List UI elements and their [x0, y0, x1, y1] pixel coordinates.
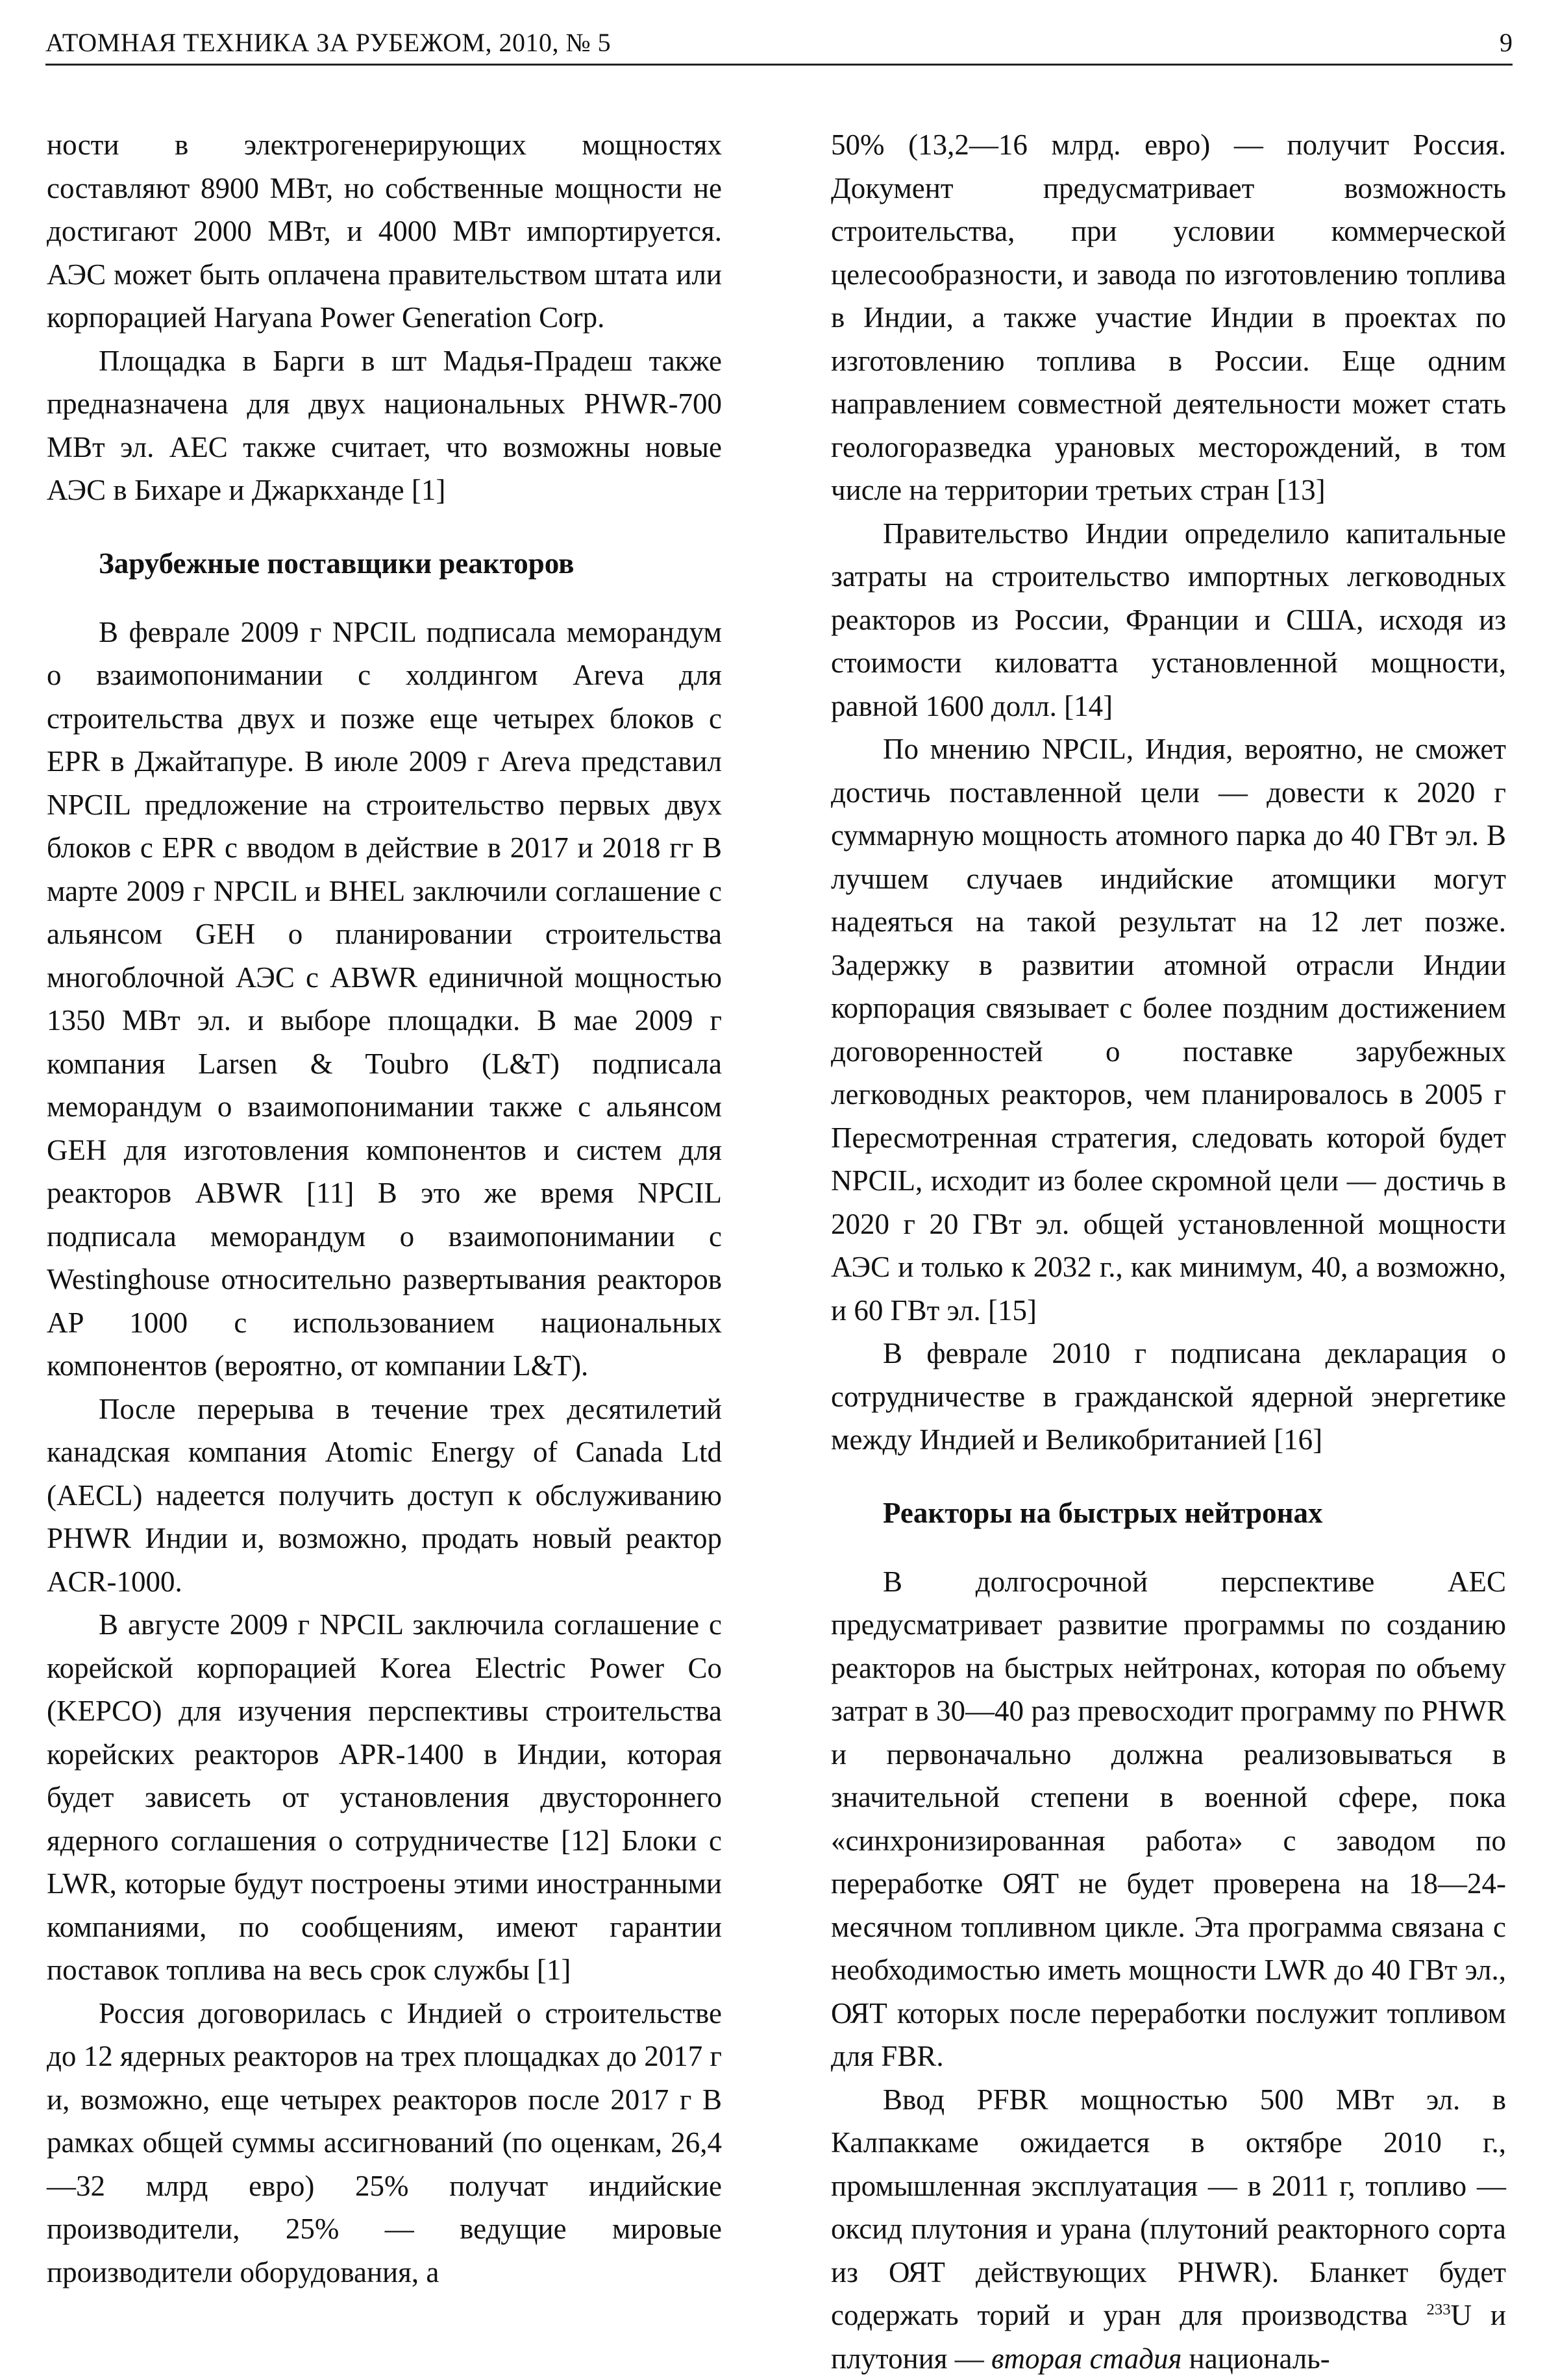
- right-paragraph-6-mid: U и плутония —: [831, 2299, 1506, 2375]
- section-heading-fast-reactors: Реакторы на быстрых нейтронах: [831, 1491, 1506, 1534]
- right-paragraph-1: 50% (13,2—16 млрд. евро) — получит Россия. Документ предусматривает возможность строительства, при условии коммерческой целесообразности, и завода по изготовлению топлива в Индии, а также участие Индии в проектах по изготовлению топлива в России. Еще одним направлением совместной деятельности может стать геологоразведка урановых месторождений, в том числе на территории третьих стран [13]: [831, 123, 1506, 512]
- italic-second-stage: вторая стадия: [991, 2342, 1181, 2375]
- left-column: [47, 123, 722, 2294]
- left-paragraph-4: После перерыва в течение трех десятилетий канадская компания Atomic Energy of Canada Ltd (AECL) надеется получить доступ к обслуживанию PHWR Индии и, возможно, продать новый реактор ACR-1000.: [47, 1388, 722, 1604]
- right-paragraph-2: Правительство Индии определило капитальные затраты на строительство импортных легководных реакторов из России, Франции и США, исходя из стоимости киловатта установленной мощности, равной 1600 долл. [14]: [831, 512, 1506, 728]
- right-paragraph-4: В феврале 2010 г подписана декларация о сотрудничестве в гражданской ядерной энергетике между Индией и Великобританией [16]: [831, 1332, 1506, 1462]
- isotope-superscript: 233: [1426, 2301, 1450, 2318]
- right-paragraph-5: В долгосрочной перспективе АЕС предусматривает развитие программы по созданию реакторов на быстрых нейтронах, которая по объему затрат в 30—40 раз превосходит программу по PHWR и первоначально должна реализовываться в значительной степени в военной сфере, пока «синхронизированная работа» с заводом по переработке ОЯТ не будет проверена на 18—24-месячном топливном цикле. Эта программа связана с необходимостью иметь мощности LWR до 40 ГВт эл., ОЯТ которых после переработки послужит топливом для FBR.: [831, 1560, 1506, 2078]
- right-paragraph-6-start: Ввод PFBR мощностью 500 МВт эл. в Калпаккаме ожидается в октябре 2010 г., промышленная эксплуатация — в 2011 г, топливо — оксид плутония и урана (плутоний реакторного сорта из ОЯТ действующих PHWR). Бланкет будет содержать торий и уран для производства: [831, 2083, 1506, 2332]
- running-title: АТОМНАЯ ТЕХНИКА ЗА РУБЕЖОМ, 2010, № 5: [45, 27, 611, 58]
- left-paragraph-2: Площадка в Барги в шт Мадья-Прадеш также предназначена для двух национальных PHWR-700 МВт эл. АЕС также считает, что возможны новые АЭС в Бихаре и Джаркханде [1]: [47, 339, 722, 512]
- right-paragraph-3: По мнению NPCIL, Индия, вероятно, не сможет достичь поставленной цели — довести к 2020 г суммарную мощность атомного парка до 40 ГВт эл. В лучшем случаев индийские атомщики могут надеяться на такой результат на 12 лет позже. Задержку в развитии атомной отрасли Индии корпорация связывает с более поздним достижением договоренностей о поставке зарубежных легководных реакторов, чем планировалось в 2005 г Пересмотренная стратегия, следовать которой будет NPCIL, исходит из более скромной цели — достичь в 2020 г 20 ГВт эл. общей установленной мощности АЭС и только к 2032 г., как минимум, 40, а возможно, и 60 ГВт эл. [15]: [831, 728, 1506, 1332]
- section-heading-foreign-suppliers: Зарубежные поставщики реакторов: [47, 542, 722, 585]
- left-paragraph-1: ности в электрогенерирующих мощностях составляют 8900 МВт, но собственные мощности не достигают 2000 МВт, и 4000 МВт импортируется. АЭС может быть оплачена правительством штата или корпорацией Haryana Power Generation Corp.: [47, 123, 722, 339]
- right-paragraph-6: [831, 2078, 1506, 2380]
- right-column: [831, 123, 1506, 2380]
- page-number: 9: [1500, 27, 1513, 58]
- header-rule: [45, 64, 1513, 66]
- left-paragraph-5: В августе 2009 г NPCIL заключила соглашение с корейской корпорацией Korea Electric Power Co (KEPCO) для изучения перспективы строительства корейских реакторов APR-1400 в Индии, которая будет зависеть от установления двустороннего ядерного соглашения о сотрудничестве [12] Блоки с LWR, которые будут построены этими иностранными компаниями, по сообщениям, имеют гарантии поставок топлива на весь срок службы [1]: [47, 1603, 722, 1992]
- right-paragraph-6-end: националь-: [1189, 2342, 1330, 2375]
- page-header: [45, 26, 1513, 62]
- left-paragraph-3: В феврале 2009 г NPCIL подписала меморандум о взаимопонимании с холдингом Areva для строительства двух и позже еще четырех блоков с EPR в Джайтапуре. В июле 2009 г Areva представил NPCIL предложение на строительство первых двух блоков с EPR с вводом в действие в 2017 и 2018 гг В марте 2009 г NPCIL и BHEL заключили соглашение с альянсом GEH о планировании строительства многоблочной АЭС с ABWR единичной мощностью 1350 МВт эл. и выборе площадки. В мае 2009 г компания Larsen & Toubro (L&T) подписала меморандум о взаимопонимании также с альянсом GEH для изготовления компонентов и систем для реакторов ABWR [11] В это же время NPCIL подписала меморандум о взаимопонимании с Westinghouse относительно развертывания реакторов AP 1000 с использованием национальных компонентов (вероятно, от компании L&T).: [47, 611, 722, 1388]
- left-paragraph-6: Россия договорилась с Индией о строительстве до 12 ядерных реакторов на трех площадках до 2017 г и, возможно, еще четырех реакторов после 2017 г В рамках общей суммы ассигнований (по оценкам, 26,4—32 млрд евро) 25% получат индийские производители, 25% — ведущие мировые производители оборудования, а: [47, 1992, 722, 2294]
